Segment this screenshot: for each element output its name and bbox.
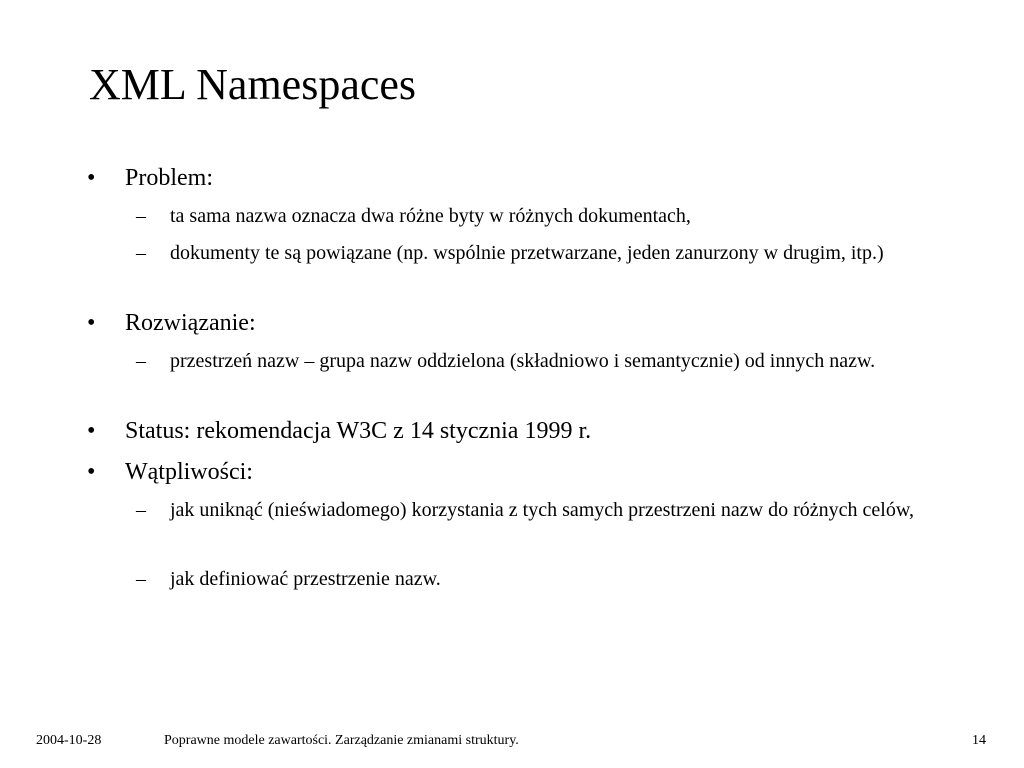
- dash-icon: –: [136, 350, 146, 372]
- subitem-doubts-1: jak uniknąć (nieświadomego) korzystania z tych samych przestrzeni nazw do różnych celów,: [170, 499, 914, 521]
- bullet-icon: •: [87, 459, 96, 485]
- bullet-doubts: Wątpliwości:: [125, 459, 253, 485]
- bullet-icon: •: [87, 310, 96, 336]
- bullet-problem: Problem:: [125, 165, 213, 191]
- dash-icon: –: [136, 499, 146, 521]
- slide-title: XML Namespaces: [89, 60, 417, 109]
- dash-icon: –: [136, 205, 146, 227]
- dash-icon: –: [136, 242, 146, 264]
- bullet-solution: Rozwiązanie:: [125, 310, 256, 336]
- subitem-problem-1: ta sama nazwa oznacza dwa różne byty w różnych dokumentach,: [170, 205, 691, 227]
- bullet-icon: •: [87, 165, 96, 191]
- bullet-icon: •: [87, 418, 96, 444]
- subitem-solution-1: przestrzeń nazw – grupa nazw oddzielona (składniowo i semantycznie) od innych nazw.: [170, 350, 876, 372]
- footer-caption: Poprawne modele zawartości. Zarządzanie zmianami struktury.: [164, 733, 519, 748]
- footer-page-number: 14: [972, 733, 986, 748]
- dash-icon: –: [136, 568, 146, 590]
- bullet-status: Status: rekomendacja W3C z 14 stycznia 1999 r.: [125, 418, 592, 444]
- footer-date: 2004-10-28: [36, 733, 102, 748]
- subitem-doubts-2: jak definiować przestrzenie nazw.: [170, 568, 441, 590]
- subitem-problem-2: dokumenty te są powiązane (np. wspólnie przetwarzane, jeden zanurzony w drugim, itp.): [170, 242, 884, 264]
